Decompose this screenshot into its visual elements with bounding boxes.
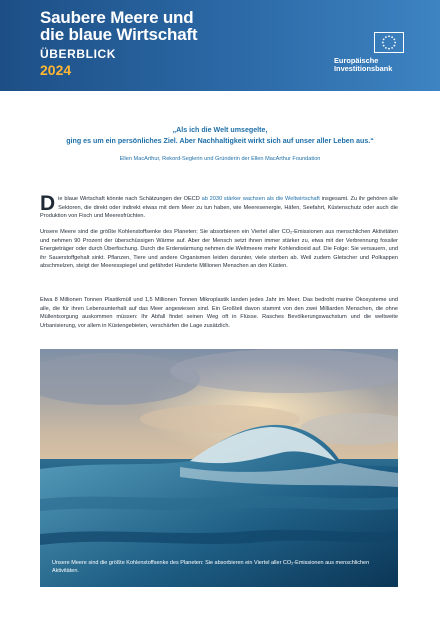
quote-line-2: ging es um ein persönliches Ziel. Aber Nachhaltigkeit wirkt sich auf unser aller Leben aus.“ [66,136,374,145]
quote-line-1: „Als ich die Welt umsegelte, [172,126,268,134]
eib-logo [334,32,420,74]
eu-stars-icon [374,32,404,53]
oecd-link[interactable]: ab 2030 stärker wachsen als die Weltwirtschaft [201,196,320,202]
star-icon [388,35,390,37]
title-line-1: Saubere Meere und [40,8,194,27]
drop-cap: D [40,192,56,215]
star-icon [393,39,395,41]
star-icon [393,45,395,47]
page-subtitle: ÜBERBLICK [40,47,117,61]
photo-caption: Unsere Meere sind die größte Kohlenstoffsenke des Planeten: Sie absorbieren ein Viertel aller CO₂-Emissionen aus menschlichen Aktivitäten. [52,560,370,574]
star-icon [383,45,385,47]
paragraph-2: Unsere Meere sind die größte Kohlenstoffsenke des Planeten: Sie absorbieren ein Viertel aller CO₂-Emissionen aus menschlichen Aktivitäten und nehmen 90 Prozent der überschüssigen Wärme auf. Aber der Mensch setzt ihnen immer stärker zu, etwa mit der Verbrennung fossiler Energieträger oder durch Überfischung. Durch die Erderwärmung nehmen die Weltmeere mehr Kohlendioxid auf. Die Folge: Sie versauern, und ihr Sauerstoffgehalt sinkt. Pflanzen, Tiere und andere Organismen leiden darunter, viele sterben ab. Weil zudem Gletscher und Polkappen abschmelzen, steigt der Meeresspiegel und gefährdet Hunderte Millionen Menschen an den Küsten. [40,229,398,270]
star-icon [391,47,393,49]
page-year: 2024 [40,62,72,78]
paragraph-1-text-start: ie blaue Wirtschaft könnte nach Schätzungen der OECD [58,196,202,202]
title-line-2: die blaue Wirtschaft [40,25,198,44]
pull-quote [30,125,410,146]
ocean-wave-photo [40,349,398,587]
star-icon [382,42,384,44]
star-icon [385,47,387,49]
page-header [0,0,440,91]
quote-attribution: Ellen MacArthur, Rekord-Seglerin und Gründerin der Ellen MacArthur Foundation [119,156,321,162]
page-title [40,9,197,43]
logo-line-1: Europäische [334,56,379,65]
paragraph-1 [40,192,398,221]
star-icon [388,48,390,50]
star-icon [394,42,396,44]
paragraph-1-text-end: insgesamt. Zu ihr gehören alle Sektoren, die direkt oder indirekt etwas mit dem Meer zu tun haben, wie Meeresenergie, Häfen, Seefahrt, Küstenschutz oder auch die Produktion von Fisch und Meeresfrüchten. [40,196,398,220]
star-icon [385,36,387,38]
paragraph-3: Etwa 8 Millionen Tonnen Plastikmüll und 1,5 Millionen Tonnen Mikroplastik landen jedes Jahr im Meer. Das bedroht marine Ökosysteme und alle, die für ihren Lebensunterhalt auf das Meer angewiesen sind. Ein Großteil davon stammt von den zwei Milliarden Menschen, die ohne Müllentsorgung auskommen müssen: Ihr Abfall findet seinen Weg oft in Flüsse. Rasches Bevölkerungswachstum und die weltweite Urbanisierung, vor allem in Küstengebieten, verschärfen die Lage zusätzlich. [40,297,398,329]
star-icon [383,39,385,41]
logo-text [334,57,420,74]
logo-line-2: Investitionsbank [334,64,393,74]
star-icon [391,36,393,38]
